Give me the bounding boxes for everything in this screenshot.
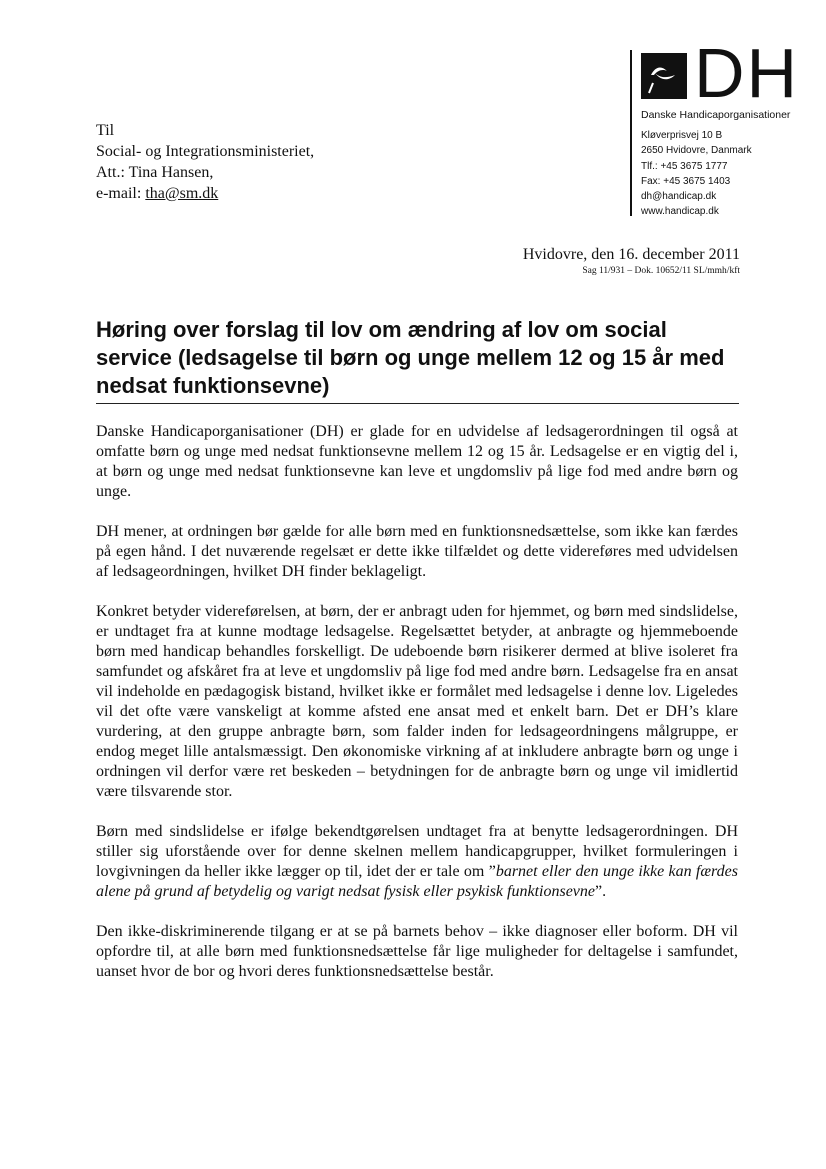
city: 2650 Hvidovre, Danmark [641,145,752,157]
recipient-block [96,120,314,204]
recipient-line-1: Til [96,122,115,139]
email-label: e-mail: [96,185,146,202]
org-email: dh@handicap.dk [641,191,717,203]
paragraph-4-text: Børn med sindslidelse er ifølge bekendtgørelsen undtaget fra at benytte ledsagerordningen. DH stiller sig uforstående over for denne skelnen mellem handicapgrupper, hvilket formuleringen i lovgivningen da heller ikke lægger op til, idet der er tale om ” [96,823,738,880]
letter-date: Hvidovre, den 16. december 2011 [522,246,740,263]
bird-logo-icon [641,53,687,99]
paragraph-4 [96,822,738,902]
logo-divider [630,50,632,216]
address: Kløverprisvej 10 B [641,130,723,141]
org-name: Danske Handicaporganisationer [641,109,791,121]
recipient-email-line [96,183,314,204]
document-title: Høring over forslag til lov om ændring af lov om social service (ledsagelse til børn og unge mellem 12 og 15 år med nedsat funktionsevne) [96,317,725,398]
paragraph-4-end: ”. [595,883,607,900]
paragraph-2: DH mener, at ordningen bør gælde for alle børn med en funktionsnedsættelse, som ikke kan færdes på egen hånd. I det nuværende regelsæt er dette ikke tilfældet og dette videreføres med udvidelsen af ledsageordningen, hvilket DH finder beklageligt. [96,523,738,580]
phone: Tlf.: +45 3675 1777 [641,160,728,172]
case-reference: Sag 11/931 – Dok. 10652/11 SL/mmh/kft [582,266,740,276]
fax: Fax: +45 3675 1403 [641,175,731,187]
paragraph-5: Den ikke-diskriminerende tilgang er at se på barnets behov – ikke diagnoser eller boform. DH vil opfordre til, at alle børn med funktionsnedsættelse får lige muligheder for deltagelse i samfundet, uanset hvor de bor og hvori deres funktionsnedsættelse består. [96,923,738,980]
paragraph-1: Danske Handicaporganisationer (DH) er glade for en udvidelse af ledsagerordningen til også at omfatte børn og unge med nedsat funktionsevne mellem 12 og 15 år. Ledsagelse er en vigtig del i, at børn og unge med nedsat funktionsevne kan leve et ungdomsliv på lige fod med andre børn og unge. [96,423,738,500]
paragraph-4-quote: barnet eller den unge ikke kan færdes alene på grund af betydelig og varigt nedsat fysisk eller psykisk funktionsevne [96,863,738,900]
recipient-email-link[interactable]: tha@sm.dk [145,185,219,202]
recipient-line-3: Att.: Tina Hansen, [96,164,214,181]
recipient-line-2: Social- og Integrationsministeriet, [96,143,315,160]
contact-block [641,128,752,220]
logo-wordmark: DH [694,34,800,112]
letter-body [96,422,738,1002]
title-divider [96,403,739,404]
paragraph-3: Konkret betyder videreførelsen, at børn, der er anbragt uden for hjemmet, og børn med sindslidelse, er undtaget fra at kunne modtage ledsagelse. Regelsættet betyder, at anbragte og hjemmeboende børn med handicap behandles forskelligt. De udeboende børn risikerer dermed at blive isoleret fra samfundet og afskåret fra at leve et ungdomsliv på lige fod med andre børn. Ledsagelse fra en ansat vil indeholde en pædagogisk bistand, hvilket ikke er formålet med ledsagelse i denne lov. Ligeledes vil det ofte være vanskeligt at komme afsted ene ansat med et enkelt barn. Det er DH’s klare vurdering, at den gruppe anbragte børn, som falder inden for ledsageordningens målgruppe, er endog meget lille antalsmæssigt. Den økonomiske virkning af at inkludere anbragte børn og unge i ordningen vil derfor være ret beskeden – betydningen for de anbragte børn og unge vil imidlertid være tilsvarende stor. [96,603,738,800]
org-website: www.handicap.dk [641,206,719,218]
